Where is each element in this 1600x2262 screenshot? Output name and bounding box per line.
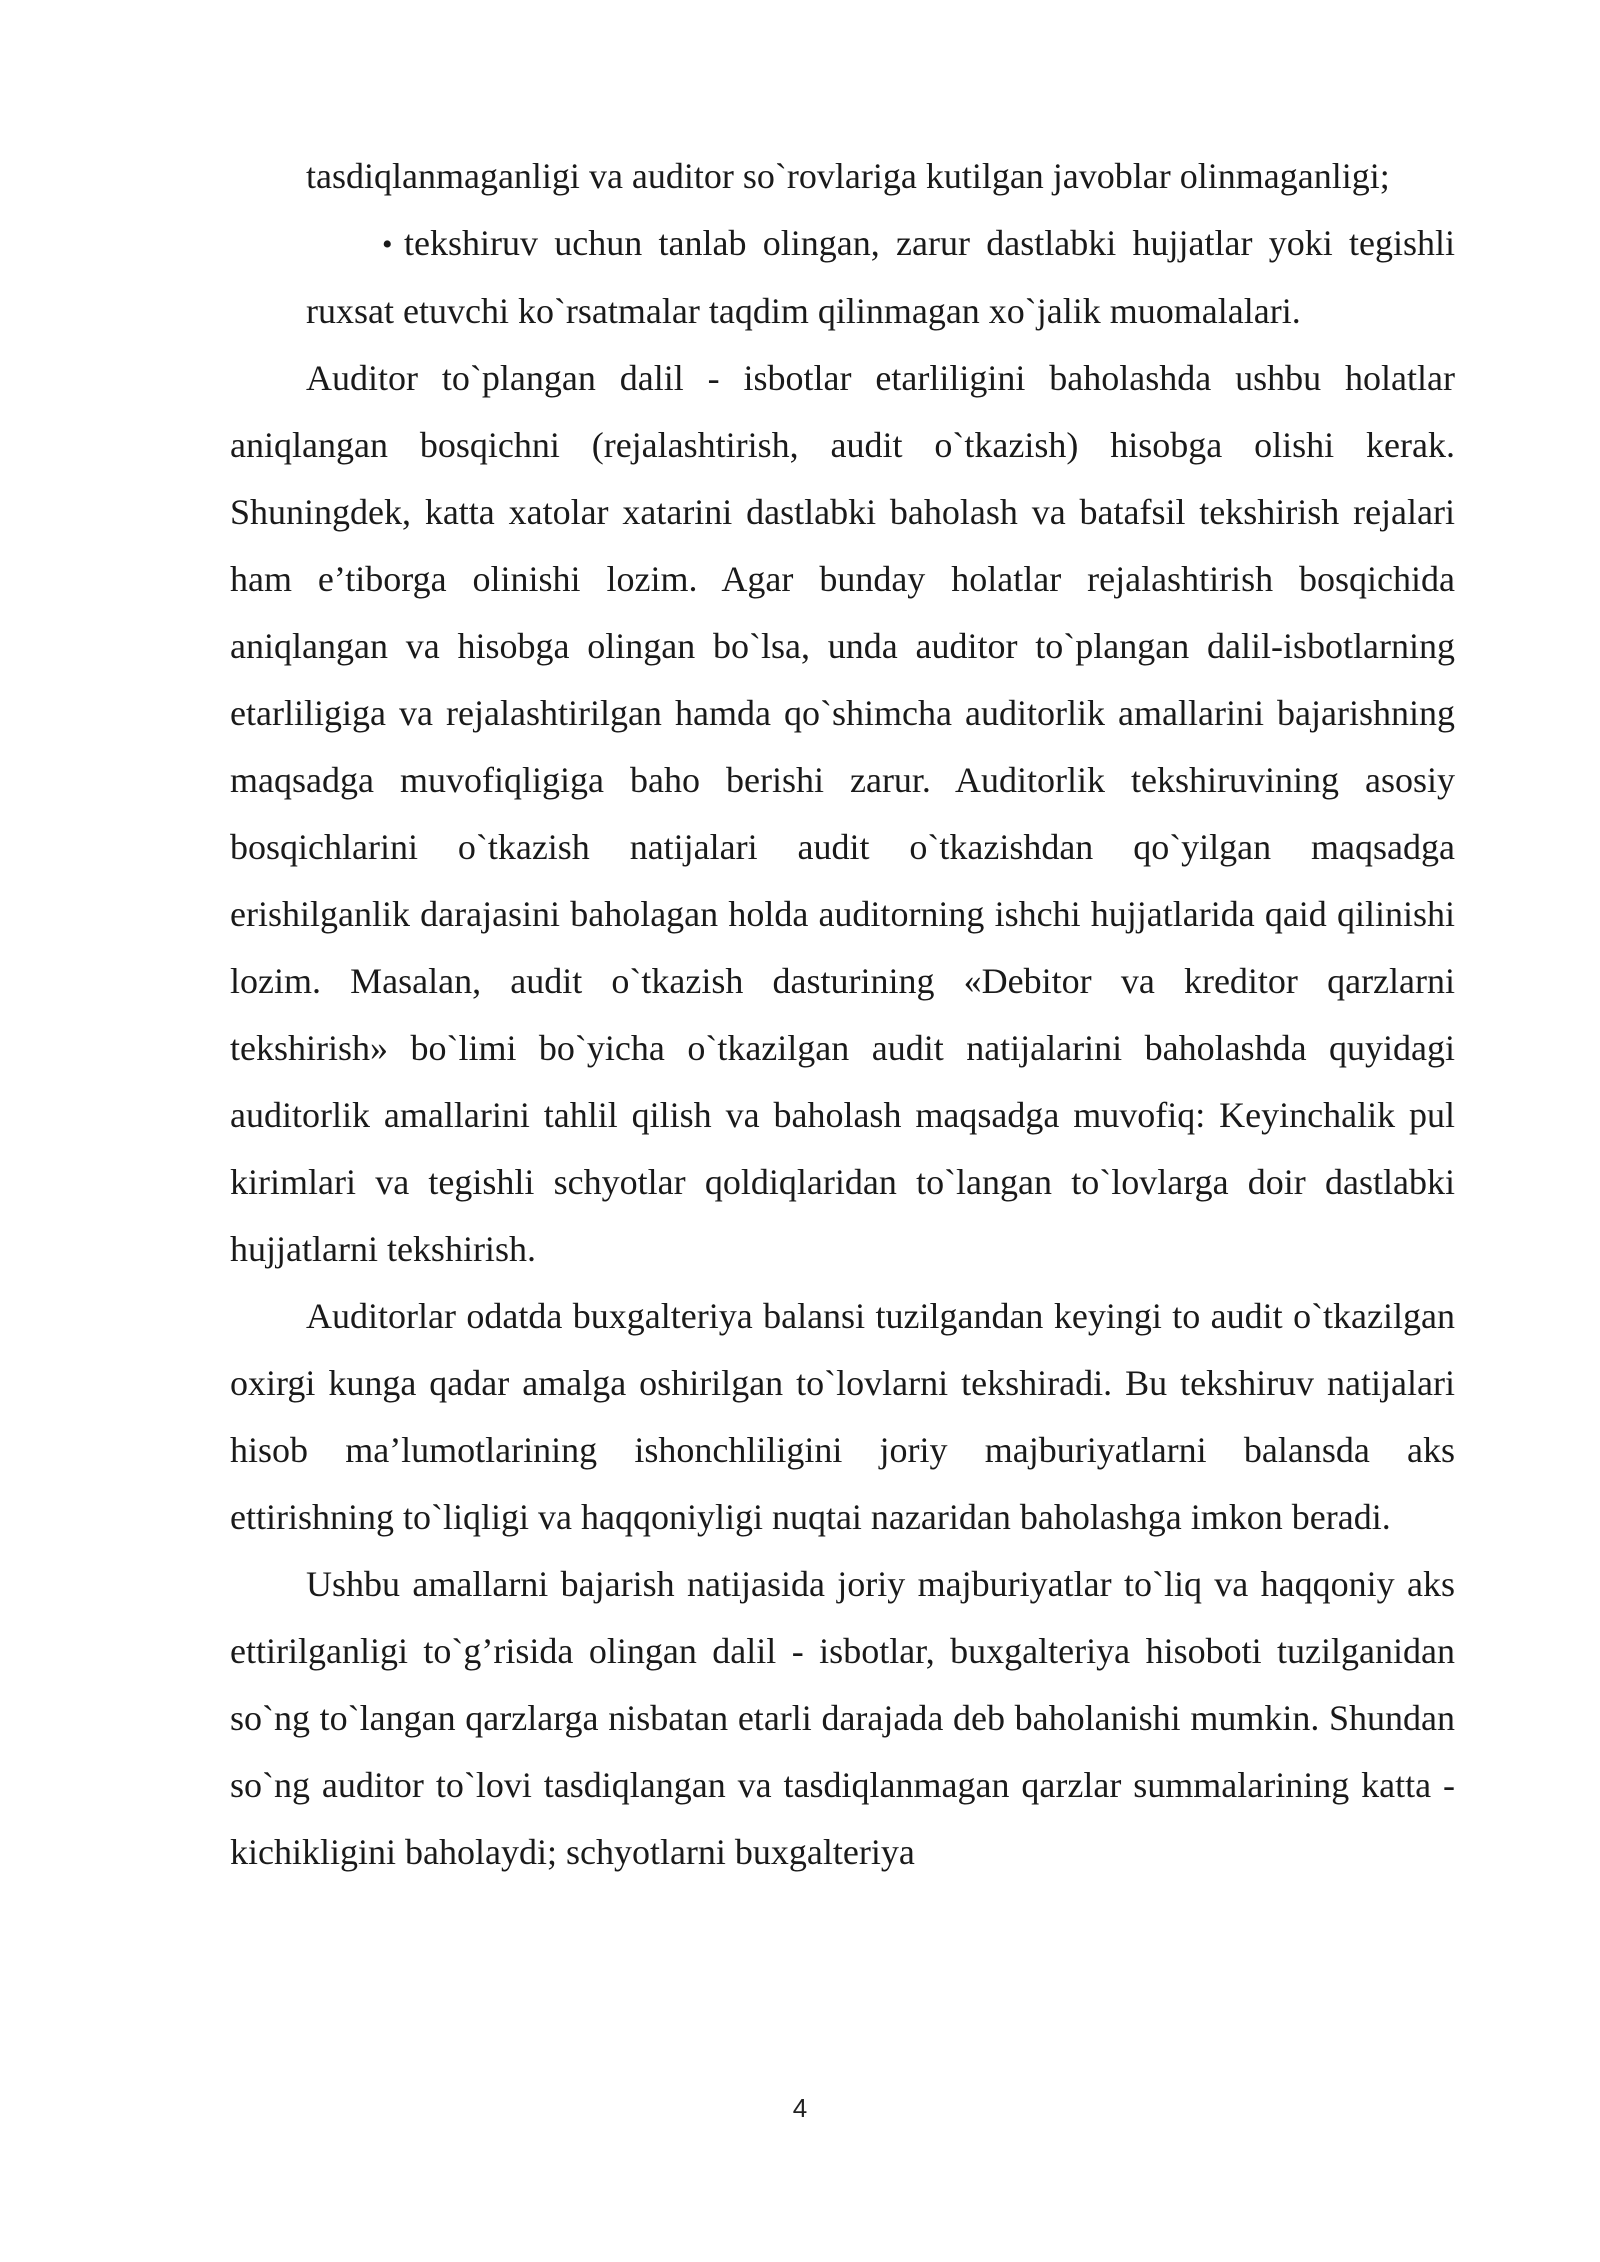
paragraph: Auditor to`plangan dalil - isbotlar etarliligini baholashda ushbu holatlar aniqlangan bosqichni (rejalashtirish, audit o`tkazish) hisobga olishi kerak. Shuningdek, katta xatolar xatarini dastlabki baholash va batafsil tekshirish rejalari ham e’tiborga olinishi lozim. Agar bunday holatlar rejalashtirish bosqichida aniqlangan va hisobga olingan bo`lsa, unda auditor to`plangan dalil-isbotlarning etarliligiga va rejalashtirilgan hamda qo`shimcha auditorlik amallarini bajarishning maqsadga muvofiqligiga baho berishi zarur. Auditorlik tekshiruvining asosiy bosqichlarini o`tkazish natijalari audit o`tkazishdan qo`yilgan maqsadga erishilganlik darajasini baholagan holda auditorning ishchi hujjatlarida qaid qilinishi lozim. Masalan, audit o`tkazish dasturining «Debitor va kreditor qarzlarni tekshirish» bo`limi bo`yicha o`tkazilgan audit natijalarini baholashda quyidagi auditorlik amallarini tahlil qilish va baholash maqsadga muvofiq: Keyinchalik pul kirimlari va tegishli schyotlar qoldiqlaridan to`langan to`lovlarga doir dastlabki hujjatlarni tekshirish. <box>230 358 1455 1269</box>
page-body <box>230 143 1455 1886</box>
page-number: 4 <box>792 2093 808 2123</box>
bullet-icon: • <box>382 228 393 261</box>
paragraph: Auditorlar odatda buxgalteriya balansi tuzilgandan keyingi to audit o`tkazilgan oxirgi kunga qadar amalga oshirilgan to`lovlarni tekshiradi. Bu tekshiruv natijalari hisob ma’lumotlarining ishonchliligini joriy majburiyatlarni balansda aks ettirishning to`liqligi va haqqoniyligi nuqtai nazaridan baholashga imkon beradi. <box>230 1296 1455 1537</box>
paragraph: Ushbu amallarni bajarish natijasida joriy majburiyatlar to`liq va haqqoniy aks ettirilganligi to`g’risida olingan dalil - isbotlar, buxgalteriya hisoboti tuzilganidan so`ng to`langan qarzlarga nisbatan etarli darajada deb baholanishi mumkin. Shundan so`ng auditor to`lovi tasdiqlangan va tasdiqlanmagan qarzlar summalarining katta - kichikligini baholaydi; schyotlarni buxgalteriya <box>230 1564 1455 1872</box>
bullet-list-item <box>230 210 1455 345</box>
bullet-item-text: tekshiruv uchun tanlab olingan, zarur dastlabki hujjatlar yoki tegishli ruxsat etuvchi ko`rsatmalar taqdim qilinmagan xo`jalik muomalalari. <box>306 223 1455 331</box>
continued-list-item: tasdiqlanmaganligi va auditor so`rovlariga kutilgan javoblar olinmaganligi; <box>306 156 1390 196</box>
